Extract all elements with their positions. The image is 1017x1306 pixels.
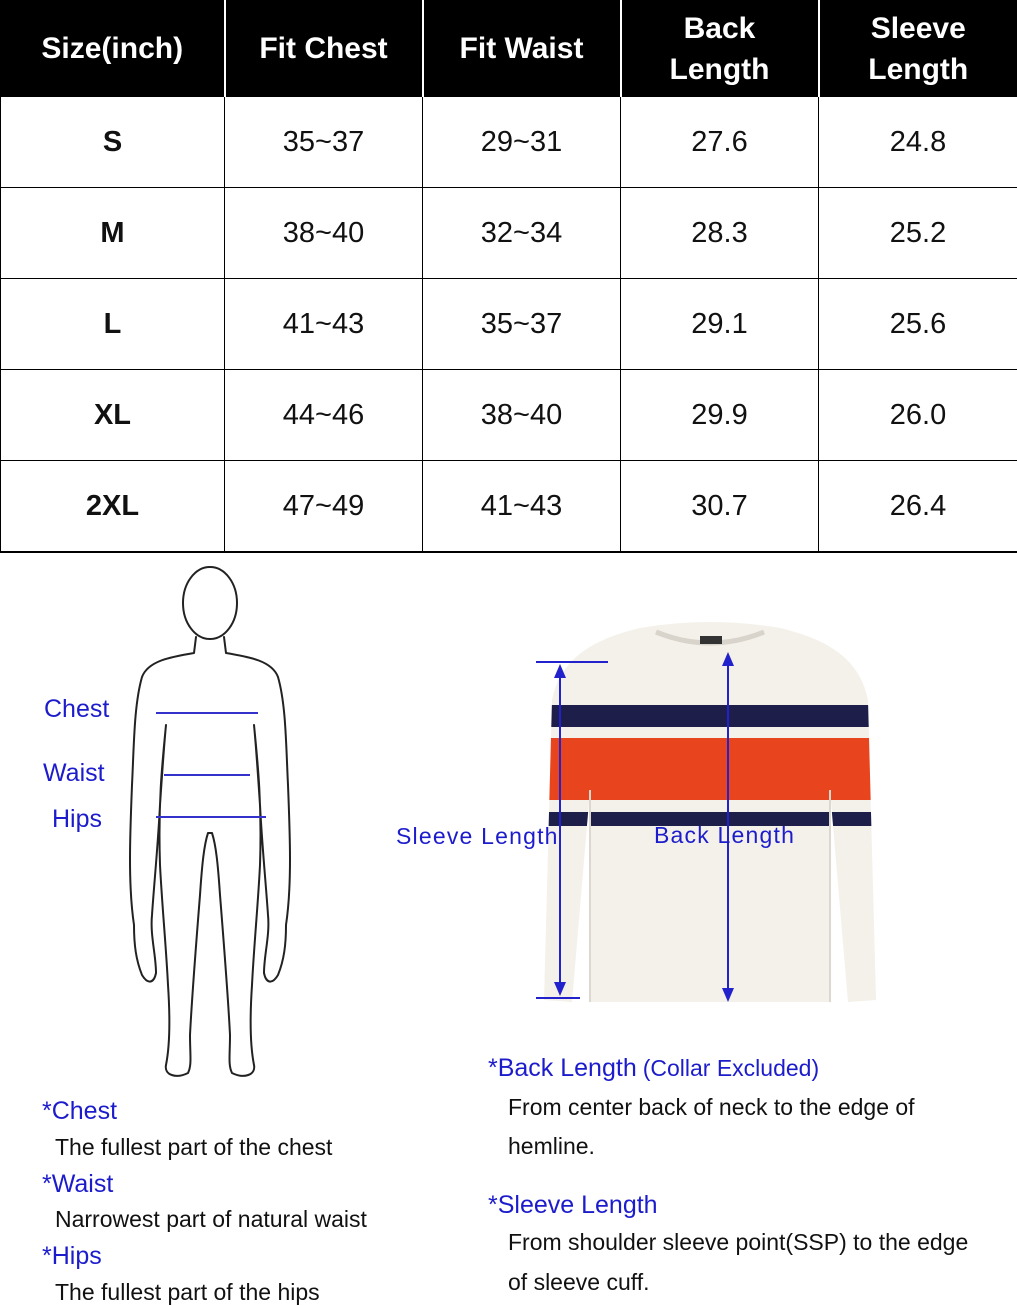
back-length-cell: 29.1 xyxy=(621,279,819,370)
back-length-label: Back Length xyxy=(654,822,796,848)
note-hips-desc: The fullest part of the hips xyxy=(55,1279,320,1305)
back-length-cell: 29.9 xyxy=(621,370,819,461)
chest-cell: 41~43 xyxy=(225,279,423,370)
header-back-length-text: Back Length xyxy=(669,11,770,86)
head-outline xyxy=(183,567,237,639)
sleeve-length-label: Sleeve Length xyxy=(396,823,559,849)
note-back-length-desc-2: hemline. xyxy=(508,1133,595,1159)
header-fit-chest: Fit Chest xyxy=(225,1,423,97)
sweater-tag xyxy=(700,636,722,644)
table-row xyxy=(1,188,1017,279)
header-back-length xyxy=(621,1,819,97)
note-chest-desc: The fullest part of the chest xyxy=(55,1134,333,1160)
waist-cell: 29~31 xyxy=(423,97,621,188)
size-cell: L xyxy=(1,279,225,370)
chest-cell: 38~40 xyxy=(225,188,423,279)
note-hips-title: *Hips xyxy=(42,1242,102,1270)
note-chest-title: *Chest xyxy=(42,1097,118,1125)
note-waist-title: *Waist xyxy=(42,1170,114,1198)
header-size: Size(inch) xyxy=(1,1,225,97)
table-header-row xyxy=(1,1,1017,97)
header-fit-waist: Fit Waist xyxy=(423,1,621,97)
back-length-cell: 30.7 xyxy=(621,461,819,553)
waist-cell: 41~43 xyxy=(423,461,621,553)
chest-label: Chest xyxy=(44,695,110,723)
size-cell: 2XL xyxy=(1,461,225,553)
waist-cell: 32~34 xyxy=(423,188,621,279)
header-sleeve-length xyxy=(819,1,1017,97)
table-row xyxy=(1,461,1017,553)
sleeve-length-cell: 24.8 xyxy=(819,97,1017,188)
note-sleeve-length-desc-1: From shoulder sleeve point(SSP) to the edge xyxy=(508,1229,969,1255)
sleeve-length-cell: 25.6 xyxy=(819,279,1017,370)
waist-label: Waist xyxy=(43,759,105,787)
table-row xyxy=(1,279,1017,370)
back-length-cell: 27.6 xyxy=(621,97,819,188)
table-row xyxy=(1,370,1017,461)
size-chart-table xyxy=(0,0,1017,553)
hips-label: Hips xyxy=(52,805,103,833)
size-cell: S xyxy=(1,97,225,188)
header-sleeve-length-text: Sleeve Length xyxy=(868,11,969,86)
note-back-length-title-text: *Back Length xyxy=(488,1054,637,1082)
note-back-length-desc-1: From center back of neck to the edge of xyxy=(508,1094,915,1120)
sleeve-length-cell: 26.4 xyxy=(819,461,1017,553)
note-waist-desc: Narrowest part of natural waist xyxy=(55,1206,367,1232)
sleeve-length-cell: 26.0 xyxy=(819,370,1017,461)
table-row xyxy=(1,97,1017,188)
body-outline xyxy=(130,637,290,1076)
sleeve-length-cell: 25.2 xyxy=(819,188,1017,279)
note-sleeve-length-title: *Sleeve Length xyxy=(488,1191,658,1219)
body-outline-figure xyxy=(120,565,300,1085)
note-back-length-subtitle: (Collar Excluded) xyxy=(642,1055,820,1081)
chest-cell: 35~37 xyxy=(225,97,423,188)
note-back-length-title xyxy=(488,1054,819,1083)
chest-cell: 47~49 xyxy=(225,461,423,553)
size-cell: XL xyxy=(1,370,225,461)
waist-cell: 35~37 xyxy=(423,279,621,370)
chest-cell: 44~46 xyxy=(225,370,423,461)
size-cell: M xyxy=(1,188,225,279)
waist-cell: 38~40 xyxy=(423,370,621,461)
note-sleeve-length-desc-2: of sleeve cuff. xyxy=(508,1269,650,1295)
back-length-cell: 28.3 xyxy=(621,188,819,279)
